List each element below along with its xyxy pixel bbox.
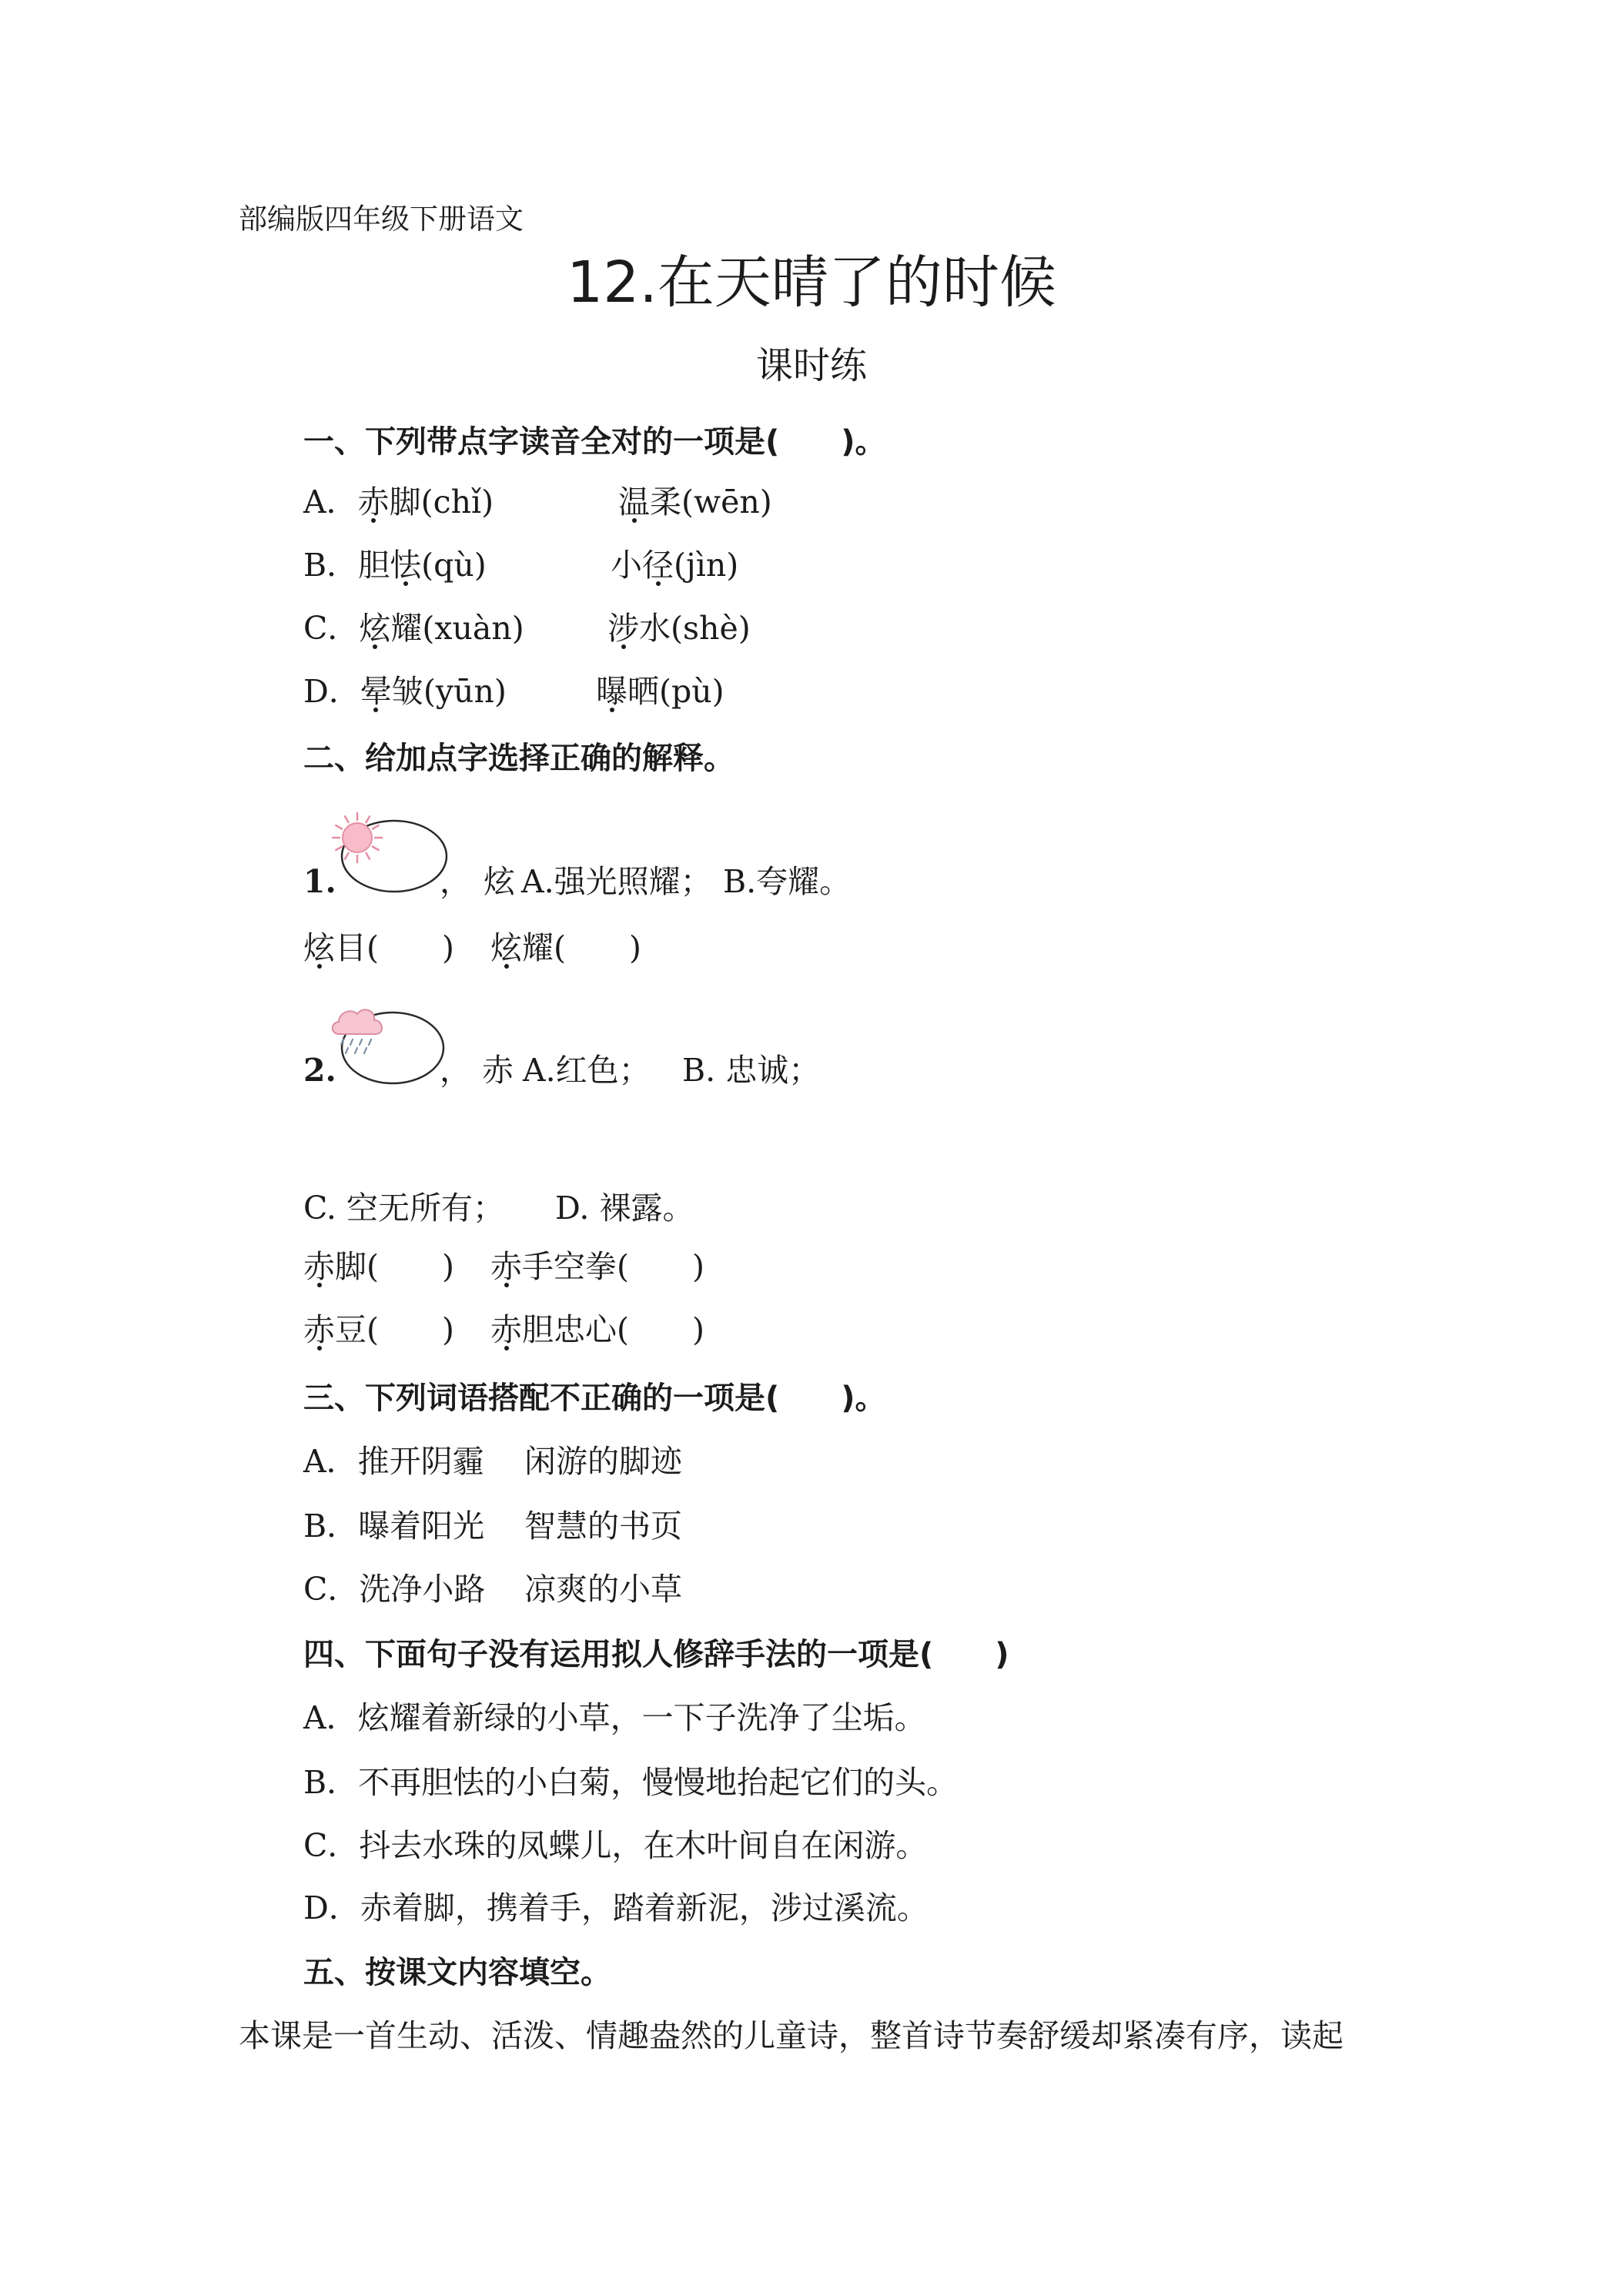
word-rest: 脚( ) <box>335 1248 454 1285</box>
word-rest: (qù) <box>421 547 487 584</box>
sun-thought-bubble-icon <box>330 810 453 896</box>
blank-word-1 <box>303 1248 454 1285</box>
blank-word-4 <box>490 1310 704 1349</box>
word-rest: 耀(xuàn) <box>390 610 524 647</box>
option-label: A． <box>303 1699 358 1736</box>
dotted-char: 径 <box>642 547 674 584</box>
question-3-option-c <box>303 1570 682 1608</box>
option-text: 抖去水珠的凤蝶儿，在木叶间自在闲游。 <box>359 1827 928 1864</box>
page-subtitle: 课时练 <box>755 344 867 387</box>
cloud-shape <box>333 1009 382 1034</box>
raindrop <box>355 1048 357 1053</box>
word-rest: 豆( ) <box>335 1311 454 1348</box>
phrase-right: 闲游的脚迹 <box>524 1443 682 1480</box>
choice-c: C. 空无所有； <box>303 1190 504 1227</box>
word-rest: 皱(yūn) <box>391 673 507 710</box>
phrase-right: 凉爽的小草 <box>524 1571 682 1608</box>
sun-ray <box>345 816 349 822</box>
word-rest: 晒(pù) <box>627 673 724 710</box>
word-rest: 胆忠心( ) <box>522 1311 704 1348</box>
choice-b: B. 忠诚； <box>682 1052 821 1089</box>
dotted-char: 炫 <box>359 610 391 647</box>
item-1-blanks <box>303 929 641 967</box>
option-text: 不再胆怯的小白菊，慢慢地抬起它们的头。 <box>358 1764 959 1801</box>
choice-d: D. 裸露。 <box>555 1190 694 1227</box>
item-2-row <box>303 1051 821 1089</box>
question-4-option-c <box>303 1826 927 1865</box>
option-label: C． <box>303 610 360 647</box>
option-label: C． <box>303 1571 360 1608</box>
blank-word-3 <box>303 1311 454 1348</box>
question-3-option-a <box>303 1442 682 1481</box>
page-title: 12.在天晴了的时候 <box>567 249 1056 316</box>
word-rest: 脚(chǐ) <box>389 484 494 520</box>
word-pre: 小 <box>611 547 642 584</box>
dotted-char: 炫 <box>303 929 335 966</box>
dotted-char: 赤 <box>490 1248 522 1285</box>
dotted-char: 晕 <box>360 673 392 710</box>
question-1-heading: 一、下列带点字读音全对的一项是( )。 <box>303 424 886 460</box>
target-char: 炫 <box>484 863 515 900</box>
option-label: D． <box>303 1889 360 1926</box>
question-1-option-c <box>303 609 751 648</box>
word-rest: 耀( ) <box>522 929 641 966</box>
item-2-blanks-row-2 <box>303 1310 704 1349</box>
dotted-char: 赤 <box>303 1248 335 1285</box>
sun-ray <box>336 847 342 851</box>
question-4-heading: 四、下面句子没有运用拟人修辞手法的一项是( ) <box>303 1637 1009 1672</box>
raindrops <box>341 1039 371 1053</box>
dotted-char: 赤 <box>303 1311 335 1348</box>
word-rest: (jìn) <box>674 547 739 584</box>
option-label: B． <box>303 1764 359 1801</box>
sun-ray <box>336 825 342 829</box>
question-4-option-d <box>303 1889 929 1927</box>
item-1-row <box>303 862 852 901</box>
raindrop <box>360 1039 362 1045</box>
question-1-option-d <box>303 672 724 711</box>
choice-b: B.夸耀。 <box>723 863 852 900</box>
choice-a: A.红色； <box>523 1052 651 1089</box>
option-label: C． <box>303 1827 360 1864</box>
option-label: A． <box>303 484 358 520</box>
raindrop <box>369 1039 371 1045</box>
blank-word-2 <box>490 1247 704 1286</box>
sun-disc <box>343 823 372 852</box>
option-text: 炫耀着新绿的小草，一下子洗净了尘垢。 <box>357 1699 926 1736</box>
option-label: B． <box>303 547 359 584</box>
raindrop <box>346 1048 348 1053</box>
sun-ray <box>366 853 370 859</box>
word-pre: 胆 <box>358 547 390 584</box>
word-rest: 目( ) <box>335 929 454 966</box>
option-a-word-2 <box>618 483 772 521</box>
raindrop <box>350 1039 353 1045</box>
dotted-char: 赤 <box>490 1311 522 1348</box>
item-number: 2. <box>303 1052 336 1089</box>
question-3-option-b <box>303 1507 682 1545</box>
item-2-blanks-row-1 <box>303 1247 704 1286</box>
sun-ray <box>373 847 379 851</box>
question-5-heading: 五、按课文内容填空。 <box>303 1955 611 1990</box>
option-text: 赤着脚，携着手，踏着新泥，涉过溪流。 <box>360 1889 929 1926</box>
question-5-paragraph: 本课是一首生动、活泼、情趣盎然的儿童诗，整首诗节奏舒缓却紧凑有序，读起 <box>239 2017 1344 2054</box>
question-1-option-a <box>303 483 772 521</box>
question-1-option-b <box>303 546 739 584</box>
option-b-word-2 <box>611 546 738 584</box>
choice-a: A.强光照耀； <box>521 863 712 900</box>
dotted-char: 涉 <box>607 610 639 647</box>
blank-word-1 <box>303 929 454 966</box>
question-3-heading: 三、下列词语搭配不正确的一项是( )。 <box>303 1381 886 1416</box>
rain-cloud-thought-bubble-icon <box>326 1000 450 1086</box>
option-c-word-2 <box>607 609 751 648</box>
item-2-row-continued <box>303 1189 694 1227</box>
question-4-option-a <box>303 1699 926 1737</box>
word-rest: 水(shè) <box>639 610 751 647</box>
word-rest: 柔(wēn) <box>650 484 772 520</box>
item-number: 1. <box>303 863 336 900</box>
dotted-char: 炫 <box>490 929 522 966</box>
dotted-char: 怯 <box>390 547 422 584</box>
phrase-left: 洗净小路 <box>359 1571 486 1608</box>
series-label: 部编版四年级下册语文 <box>239 202 524 236</box>
sun-ray <box>366 816 370 822</box>
dotted-char: 温 <box>618 484 650 520</box>
dotted-char: 赤 <box>357 484 390 520</box>
option-label: D． <box>303 673 360 710</box>
question-4-option-b <box>303 1763 958 1802</box>
word-rest: 手空拳( ) <box>522 1248 704 1285</box>
sun-ray <box>345 853 349 859</box>
option-label: A． <box>303 1443 358 1480</box>
item-comma: ， <box>440 863 471 900</box>
raindrop <box>364 1048 366 1053</box>
option-label: B． <box>303 1508 359 1545</box>
item-comma: ， <box>440 1052 471 1089</box>
blank-word-2 <box>490 929 641 967</box>
question-2-heading: 二、给加点字选择正确的解释。 <box>303 741 735 776</box>
phrase-left: 曝着阳光 <box>358 1508 485 1545</box>
target-char: 赤 <box>482 1052 514 1089</box>
option-d-word-2 <box>596 672 724 711</box>
dotted-char: 曝 <box>596 673 627 710</box>
phrase-right: 智慧的书页 <box>524 1508 682 1545</box>
sun-ray <box>373 825 379 829</box>
phrase-left: 推开阴霾 <box>357 1443 484 1480</box>
